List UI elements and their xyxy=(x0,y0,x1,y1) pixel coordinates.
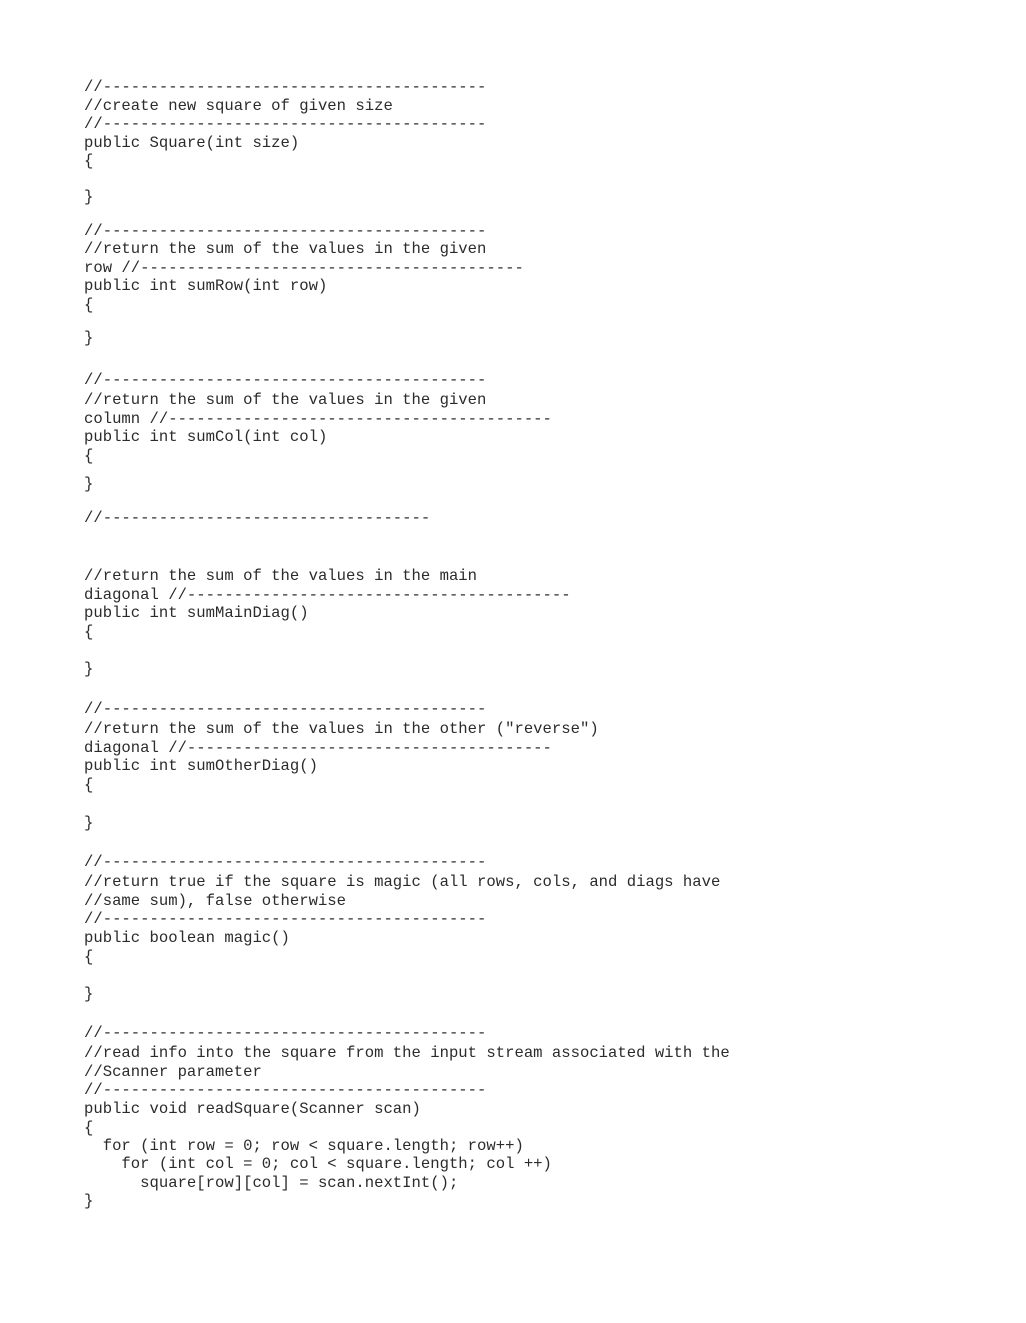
close-brace: } xyxy=(84,814,94,832)
open-brace: { xyxy=(84,152,94,170)
method-signature: public int sumCol(int col) xyxy=(84,428,328,446)
open-brace: { xyxy=(84,296,94,314)
open-brace: { xyxy=(84,447,94,465)
comment-separator: //----------------------------------------- xyxy=(84,115,487,133)
comment-separator: //----------------------------------------- xyxy=(84,1024,487,1042)
close-brace: } xyxy=(84,329,94,347)
method-signature: public int sumRow(int row) xyxy=(84,277,328,295)
close-brace: } xyxy=(84,660,94,678)
comment-line: //read info into the square from the input stream associated with the xyxy=(84,1044,730,1062)
method-signature: public int sumMainDiag() xyxy=(84,604,309,622)
comment-line: //return the sum of the values in the main xyxy=(84,567,478,585)
comment-separator: //----------------------------------------- xyxy=(84,910,487,928)
method-signature: public Square(int size) xyxy=(84,134,300,152)
comment-separator: //----------------------------------------- xyxy=(84,1081,487,1099)
open-brace: { xyxy=(84,1119,94,1137)
comment-line: //return true if the square is magic (all rows, cols, and diags have xyxy=(84,873,721,891)
comment-separator: //----------------------------------------- xyxy=(84,371,487,389)
comment-line: //create new square of given size xyxy=(84,97,393,115)
method-signature: public void readSquare(Scanner scan) xyxy=(84,1100,421,1118)
comment-separator: //----------------------------------------- xyxy=(84,222,487,240)
close-brace: } xyxy=(84,475,94,493)
close-brace: } xyxy=(84,985,94,1003)
comment-line: //return the sum of the values in the given xyxy=(84,240,487,258)
open-brace: { xyxy=(84,776,94,794)
close-brace: } xyxy=(84,188,94,206)
comment-line: diagonal //--------------------------------------- xyxy=(84,739,552,757)
comment-line: //same sum), false otherwise xyxy=(84,892,347,910)
comment-line: column //----------------------------------------- xyxy=(84,410,552,428)
method-signature: public int sumOtherDiag() xyxy=(84,757,318,775)
comment-line: row //----------------------------------------- xyxy=(84,259,524,277)
comment-line: //Scanner parameter xyxy=(84,1063,262,1081)
comment-separator: //----------------------------------------- xyxy=(84,78,487,96)
method-signature: public boolean magic() xyxy=(84,929,290,947)
code-statement: for (int col = 0; col < square.length; col ++) xyxy=(84,1155,552,1173)
comment-separator: //----------------------------------- xyxy=(84,509,431,527)
code-statement: for (int row = 0; row < square.length; row++) xyxy=(84,1137,524,1155)
comment-separator: //----------------------------------------- xyxy=(84,700,487,718)
comment-separator: //----------------------------------------- xyxy=(84,853,487,871)
open-brace: { xyxy=(84,948,94,966)
open-brace: { xyxy=(84,623,94,641)
comment-line: //return the sum of the values in the other ("reverse") xyxy=(84,720,599,738)
code-statement: square[row][col] = scan.nextInt(); xyxy=(84,1174,459,1192)
close-brace: } xyxy=(84,1192,94,1210)
comment-line: diagonal //----------------------------------------- xyxy=(84,586,571,604)
comment-line: //return the sum of the values in the given xyxy=(84,391,487,409)
